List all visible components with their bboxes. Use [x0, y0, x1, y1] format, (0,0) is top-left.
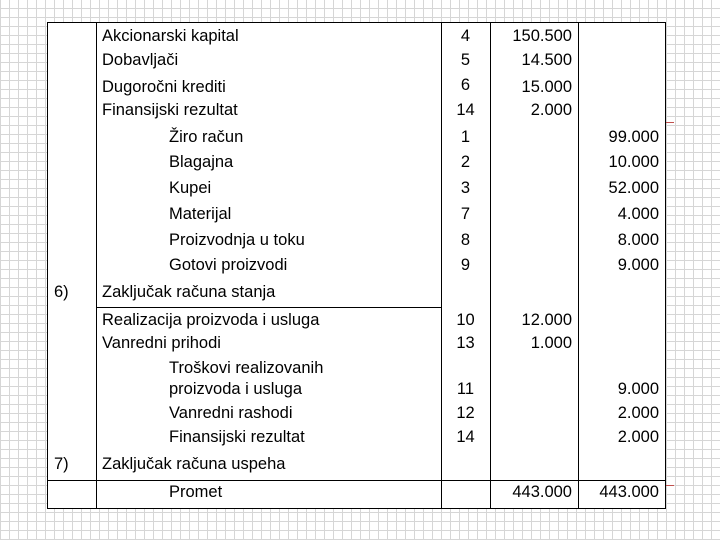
footer-label: Promet — [169, 483, 223, 501]
slide-accent-mark — [666, 122, 674, 123]
row-credit: 8.000 — [617, 231, 659, 249]
row-name: Materijal — [169, 205, 232, 223]
row-debit: 150.500 — [512, 27, 572, 45]
row-credit: 4.000 — [617, 205, 659, 223]
row-account: 6 — [460, 76, 471, 94]
section-label: 7) — [54, 455, 69, 473]
row-account: 9 — [460, 256, 471, 274]
row-credit: 9.000 — [617, 256, 659, 274]
row-credit: 2.000 — [617, 428, 659, 446]
row-name: Proizvodnja u toku — [169, 231, 305, 249]
row-name-continued: proizvoda i usluga — [169, 380, 302, 398]
row-account: 10 — [456, 311, 475, 329]
section-conclusion: Zaključak računa uspeha — [102, 455, 286, 473]
row-debit: 1.000 — [530, 334, 572, 352]
footer-credit-total: 443.000 — [599, 483, 659, 501]
row-account: 7 — [460, 205, 471, 223]
row-debit: 15.000 — [521, 78, 572, 96]
row-credit: 52.000 — [608, 179, 659, 197]
section-conclusion: Zaključak računa stanja — [102, 283, 276, 301]
row-name: Dobavljači — [102, 51, 179, 69]
row-credit: 10.000 — [608, 153, 659, 171]
row-account: 12 — [456, 404, 475, 422]
row-name: Realizacija proizvoda i usluga — [102, 311, 320, 329]
row-account: 11 — [456, 380, 475, 398]
row-name: Vanredni rashodi — [169, 404, 293, 422]
row-credit: 2.000 — [617, 404, 659, 422]
row-account: 2 — [460, 153, 471, 171]
row-credit: 9.000 — [617, 380, 659, 398]
footer-divider — [48, 480, 665, 481]
row-name: Akcionarski kapital — [102, 27, 239, 45]
row-account: 8 — [460, 231, 471, 249]
row-name: Finansijski rezultat — [102, 101, 238, 119]
row-name: Gotovi proizvodi — [169, 256, 288, 274]
row-name: Vanredni prihodi — [102, 334, 221, 352]
row-account: 4 — [460, 27, 471, 45]
column-divider — [96, 23, 97, 508]
section-label: 6) — [54, 283, 69, 301]
section-divider — [96, 307, 442, 308]
row-account: 5 — [460, 51, 471, 69]
row-debit: 12.000 — [521, 311, 572, 329]
row-credit: 99.000 — [608, 128, 659, 146]
row-name: Žiro račun — [169, 128, 244, 146]
slide-accent-mark — [666, 485, 674, 486]
row-account: 1 — [460, 128, 471, 146]
row-account: 14 — [456, 101, 475, 119]
row-name: Kupei — [169, 179, 212, 197]
footer-debit-total: 443.000 — [512, 483, 572, 501]
row-account: 14 — [456, 428, 475, 446]
row-account: 3 — [460, 179, 471, 197]
row-name: Blagajna — [169, 153, 234, 171]
row-name: Finansijski rezultat — [169, 428, 305, 446]
journal-table — [47, 22, 666, 509]
row-name: Dugoročni krediti — [102, 78, 226, 96]
row-debit: 2.000 — [530, 101, 572, 119]
row-debit: 14.500 — [521, 51, 572, 69]
row-name: Troškovi realizovanih — [169, 359, 324, 377]
row-account: 13 — [456, 334, 475, 352]
